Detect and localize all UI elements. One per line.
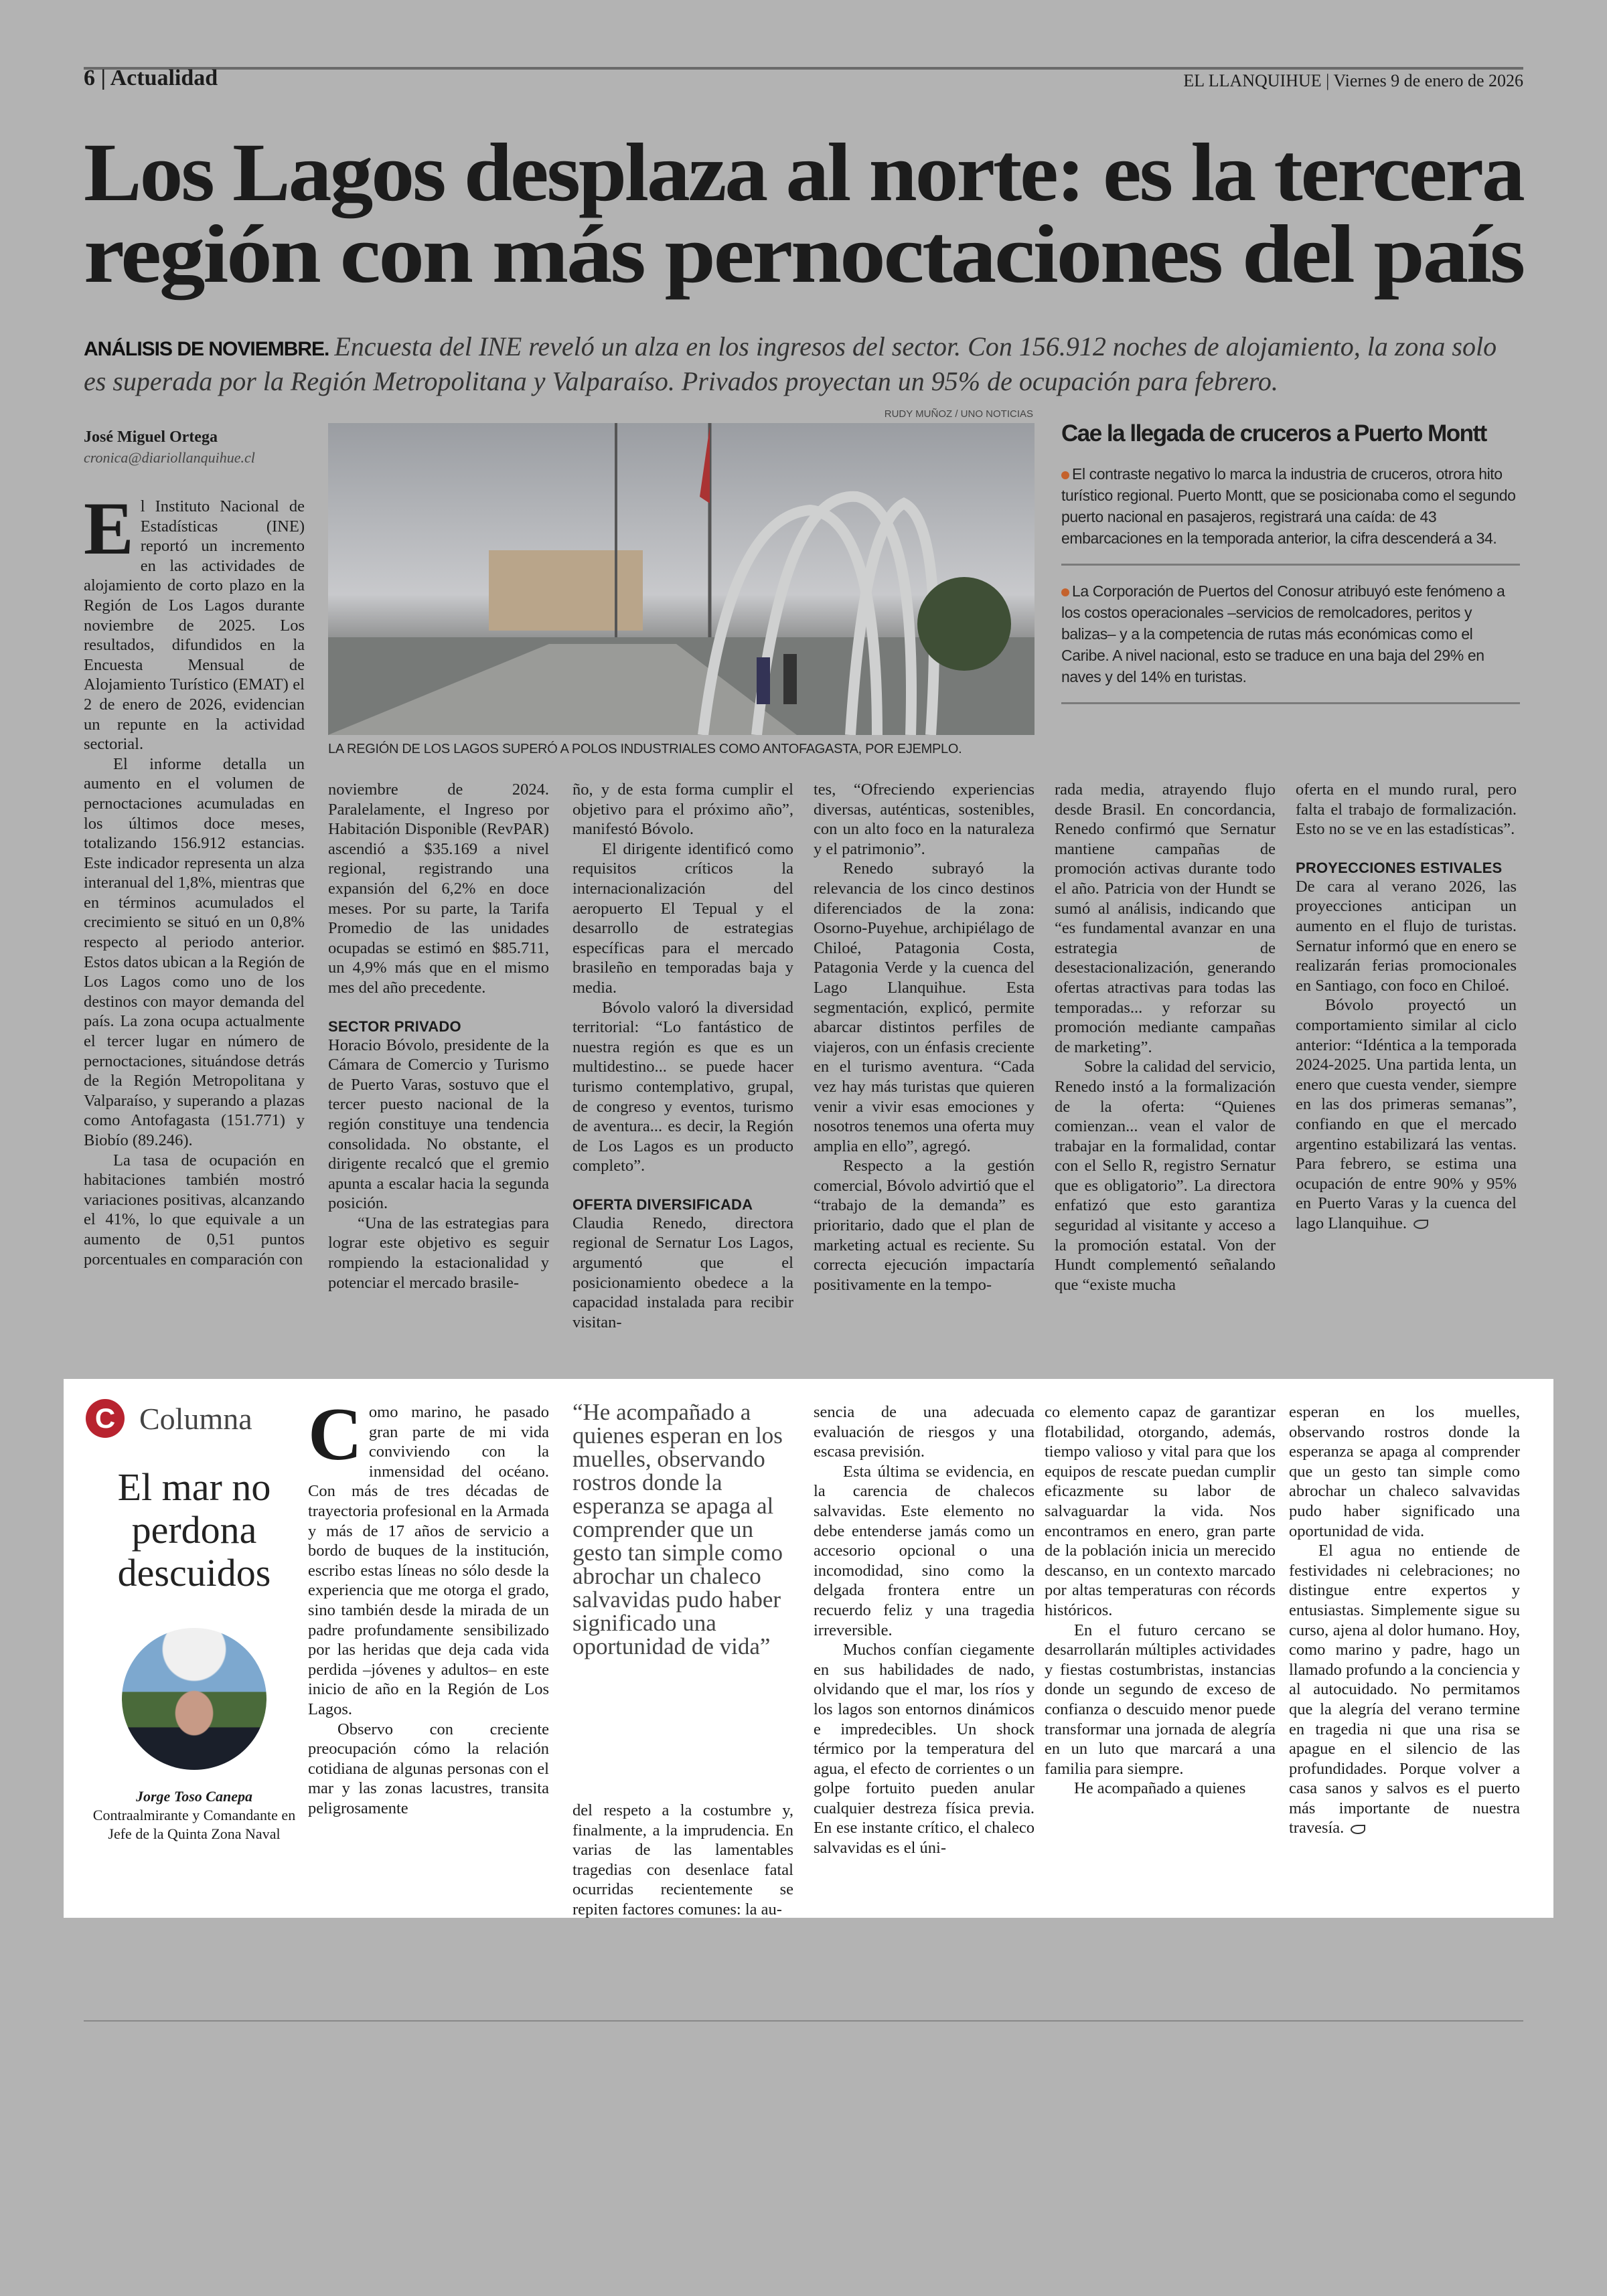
photo-credit: RUDY MUÑOZ / UNO NOTICIAS xyxy=(884,408,1033,420)
text-column xyxy=(308,1393,549,1818)
paragraph-text: Respecto a la gestión comercial, Bóvolo advirtió que el “trabajo de la demanda” es prioritario, dado que el plan de marketing actual es reciente. Su correcta ejecución impactaría positivamente en la tempo- xyxy=(814,1157,1035,1294)
paragraph-text: del respeto a la costumbre y, finalmente, a la imprudencia. En varias de las lamentables tragedias con desenlace fatal ocurridas recientemente se repiten factores comunes: la au- xyxy=(572,1801,793,1918)
author-avatar xyxy=(122,1628,266,1770)
paragraph-text: En el futuro cercano se desarrollarán múltiples actividades y fiestas costumbristas, instancias donde un segundo de exceso de confianza o descuido menor puede transformar una jornada de alegría en un luto que marcará a una familia para siempre. xyxy=(1045,1621,1276,1778)
drop-cap: E xyxy=(84,487,134,570)
paragraph-text: l Instituto Nacional de Estadísticas (INE) reportó un incremento en las actividades de alojamiento de corto plazo en la Región de Los Lagos durante noviembre de 2025. Los resultados, difundidos en la Encuesta Mensual de Alojamiento Turístico (EMAT) el 2 de enero de 2026, evidencian un repunte en la actividad sectorial. xyxy=(84,497,305,754)
paragraph-text: El agua no entiende de festividades ni celebraciones; no distingue entre expertos y entusiastas. Simplemente sigue su curso, ajena al dolor humano. Hoy, como marino y padre, hago un llamado profundo a la conciencia y al autocuidado. No permitamos que la alegría del verano termine en tragedia ni que una risa se apague en el silencio de las profundidades. Porque volver a casa sanos y salvos es el puerto más importante de nuestra travesía. xyxy=(1289,1542,1520,1837)
paragraph-text: oferta en el mundo rural, pero falta el trabajo de formalización. Esto no se ve en las estadísticas”. xyxy=(1296,781,1517,839)
section-heading: OFERTA DIVERSIFICADA xyxy=(572,1196,753,1213)
paragraph-text: He acompañado a quienes xyxy=(1074,1779,1246,1798)
headline-line-2: región con más pernoctaciones del país xyxy=(84,208,1523,300)
column-header xyxy=(86,1399,252,1438)
paragraph xyxy=(1055,780,1276,1057)
sidebar-item xyxy=(1061,578,1520,704)
sidebar-item-text: La Corporación de Puertos del Conosur atribuyó este fenómeno a los costos operacionales –servicios de remolcadores, peritos y balizas– y a la competencia de rutas más económicas como el Caribe. A nivel nacional, esto se traduce en una baja del 29% en naves y del 14% en turistas. xyxy=(1061,582,1505,685)
paragraph xyxy=(84,754,305,1151)
paragraph-text: El dirigente identificó como requisitos críticos la internacionalización del aeropuerto El Tepual y el desarrollo de estrategias específicas para el mercado brasileño en temporadas baja y media. xyxy=(572,839,793,997)
author-name: José Miguel Ortega xyxy=(84,428,218,446)
bullet-icon xyxy=(1061,588,1069,596)
paragraph-text: Sobre la calidad del servicio, Renedo instó a la formalización de la oferta: “Quienes comienzan... vean el valor de trabajar en la formalidad, contar con el Sello R, registro Sernatur que es obligatorio”. La directora enfatizó que esto garantiza seguridad al visitante y acceso a la promoción estatal. Von der Hundt complementó señalando que “existe mucha xyxy=(1055,1058,1276,1294)
paragraph xyxy=(1055,1057,1276,1295)
paragraph xyxy=(814,1640,1035,1858)
paragraph-text: esperan en los muelles, observando rostros donde la esperanza se apaga al comprender que un gesto tan simple como abrochar un chaleco salvavidas pudo haber significado una oportunidad de vida. xyxy=(1289,1403,1520,1540)
text-column xyxy=(572,780,793,1332)
paragraph xyxy=(308,1393,549,1720)
paragraph xyxy=(1289,1402,1520,1541)
column-author-name: Jorge Toso Canepa xyxy=(136,1788,252,1805)
paragraph xyxy=(814,1462,1035,1640)
paragraph-text: tes, “Ofreciendo experiencias diversas, auténticas, sostenibles, con un alto foco en la naturaleza y el patrimonio”. xyxy=(814,781,1035,858)
paragraph-text: De cara al verano 2026, las proyecciones anticipan un aumento en el flujo de turistas. Sernatur informó que en enero se realizarán ferias promocionales en Santiago, con foco en Chiloé. xyxy=(1296,877,1517,995)
paragraph xyxy=(1296,995,1517,1233)
drop-cap: C xyxy=(308,1393,362,1476)
column-label: Columna xyxy=(139,1401,252,1436)
paragraph xyxy=(328,780,549,998)
paragraph xyxy=(84,487,305,754)
bullet-icon xyxy=(1061,471,1069,479)
paragraph-text: Claudia Renedo, directora regional de Sernatur Los Lagos, argumentó que el posicionamiento obedece a la capacidad instalada para recibir visitan- xyxy=(572,1214,793,1331)
paragraph-text: Bóvolo valoró la diversidad territorial: “Lo fantástico de nuestra región es que es un multidestino... se puede hacer turismo contemplativo, grupal, de congreso y eventos, turismo de aventura... es decir, la Región de Los Lagos es un producto completo”. xyxy=(572,998,793,1175)
section-heading: PROYECCIONES ESTIVALES xyxy=(1296,859,1503,876)
paragraph xyxy=(1296,877,1517,996)
text-column xyxy=(814,780,1035,1295)
sidebar-item-text: El contraste negativo lo marca la industria de cruceros, otrora hito turístico regional. Puerto Montt, que se posicionaba como el segundo puerto nacional en pasajeros, registrará una caída: de 43 embarcaciones en la temporada anterior, la cifra descenderá a 34. xyxy=(1061,465,1516,547)
paragraph xyxy=(572,839,793,998)
paragraph-text: ño, y de esta forma cumplir el objetivo para el próximo año”, manifestó Bóvolo. xyxy=(572,781,793,839)
bottom-rule xyxy=(84,2020,1523,2022)
paragraph xyxy=(572,780,793,839)
paragraph-text: Esta última se evidencia, en la carencia de chalecos salvavidas. Este elemento no debe entenderse jamás como un accesorio opcional o una incomodidad, sino como la delgada frontera entre un recuerdo feliz y una tragedia irreversible. xyxy=(814,1462,1035,1639)
column-badge-icon: C xyxy=(86,1399,125,1438)
paragraph xyxy=(328,1214,549,1293)
paragraph-text: co elemento capaz de garantizar flotabilidad, otorgando, además, tiempo valioso y vital para que los equipos de rescate puedan cumplir eficazmente su labor de salvaguardar la vida. Nos encontramos en enero, gran parte de la población inicia un merecido descanso, en un contexto marcado por altas temperaturas con récords históricos. xyxy=(1045,1403,1276,1619)
paper-date: EL LLANQUIHUE | Viernes 9 de enero de 2026 xyxy=(1183,71,1523,90)
subheadline xyxy=(84,329,1523,399)
top-rule xyxy=(84,67,1523,70)
author-email[interactable]: cronica@diariollanquihue.cl xyxy=(84,449,255,466)
paragraph xyxy=(84,1151,305,1270)
subhead-text: Encuesta del INE reveló un alza en los ingresos del sector. Con 156.912 noches de alojamiento, la zona solo es superada por la Región Metropolitana y Valparaíso. Privados proyectan un 95% de ocupación para febrero. xyxy=(84,331,1497,396)
paragraph xyxy=(814,859,1035,1156)
article-photo xyxy=(328,423,1035,735)
paragraph-text: omo marino, he pasado gran parte de mi vida conviviendo con la inmensidad del océano. Con más de tres décadas de trayectoria profesional en la Armada y más de 17 años de servicio a bordo de buques de la institución, escribo estas líneas no sólo desde la experiencia que me otorga el grado, sino también desde la mirada de un padre profundamente sensibilizado por las heridas que deja cada vida perdida –jóvenes y adultos– en este inicio de año en la Región de Los Lagos. xyxy=(308,1403,549,1718)
paragraph-text: “Una de las estrategias para lograr este objetivo es seguir rompiendo la estacionalidad y potenciar el mercado brasile- xyxy=(328,1214,549,1292)
text-column xyxy=(1045,1402,1276,1799)
paragraph-text: Bóvolo proyectó un comportamiento similar al ciclo anterior: “Idéntica a la temporada 2024-2025. Una partida lenta, un enero que cuesta vender, siempre en las dos primeras semanas”, confiando en que el mercado argentino estabilizará las ventas. Para febrero, se estima una ocupación de entre 90% y 95% en Puerto Varas y la cuenca del lago Llanquihue. xyxy=(1296,996,1517,1232)
text-column xyxy=(328,780,549,1293)
text-column xyxy=(814,1402,1035,1858)
paragraph-text: rada media, atrayendo flujo desde Brasil. En concordancia, Renedo confirmó que Sernatur mantiene campañas de promoción activas durante todo el año. Patricia von der Hundt se sumó al análisis, indicando que “es fundamental avanzar en una estrategia de desestacionalización, generando ofertas atractivas para todas las temporadas... y reforzar su promoción mediante campañas de marketing”. xyxy=(1055,781,1276,1056)
paragraph xyxy=(1045,1402,1276,1621)
paragraph-text: Muchos confían ciegamente en sus habilidades de nado, olvidando que el mar, los ríos y los lagos son entornos dinámicos e impredecibles. Un shock térmico por la temperatura del agua, el efecto de corrientes o un golpe fortuito pueden anular cualquier destreza física previa. En ese instante crítico, el chaleco salvavidas es el úni- xyxy=(814,1641,1035,1858)
text-column xyxy=(1296,780,1517,1233)
paragraph-text: Renedo subrayó la relevancia de los cinco destinos diferenciados de la zona: Osorno-Puyehue, archipiélago de Chiloé, Patagonia Costa, Patagonia Verde y la cuenca del Lago Llanquihue. Esta segmentación, explicó, permite abarcar distintos perfiles de viajeros, con un énfasis creciente en el turismo aventura. “Cada vez hay más turistas que quieren venir a vivir esas emociones y nosotros tenemos una oferta muy amplia en ello”, agregó. xyxy=(814,859,1035,1155)
paragraph xyxy=(572,1801,793,1920)
section-heading: SECTOR PRIVADO xyxy=(328,1017,461,1035)
text-column xyxy=(1289,1402,1520,1838)
text-column xyxy=(572,1801,793,1920)
paragraph-text: sencia de una adecuada evaluación de riesgos y una escasa previsión. xyxy=(814,1403,1035,1461)
paragraph xyxy=(1289,1541,1520,1838)
text-column xyxy=(1055,780,1276,1295)
sidebar-title: Cae la llegada de cruceros a Puerto Montt xyxy=(1061,420,1486,446)
photo-caption: LA REGIÓN DE LOS LAGOS SUPERÓ A POLOS INDUSTRIALES COMO ANTOFAGASTA, POR EJEMPLO. xyxy=(328,742,962,756)
photo-scene xyxy=(328,423,1035,735)
pull-quote: “He acompañado a quienes esperan en los muelles, observando rostros donde la esperanza se apaga al comprender que un gesto tan simple como abrochar un chaleco salvavidas pudo haber significado una oportunidad de vida” xyxy=(572,1399,783,1659)
text-column xyxy=(84,487,305,1269)
sidebar-cruceros xyxy=(1061,420,1520,716)
paragraph xyxy=(1045,1779,1276,1799)
column-author xyxy=(80,1787,308,1843)
subhead-kicker: ANÁLISIS DE NOVIEMBRE. xyxy=(84,338,329,360)
paragraph xyxy=(308,1720,549,1819)
paragraph-text: La tasa de ocupación en habitaciones también mostró variaciones positivas, alcanzando el 41%, lo que equivale a un aumento de 0,51 puntos porcentuales en comparación con xyxy=(84,1151,305,1268)
paragraph-text: Horacio Bóvolo, presidente de la Cámara de Comercio y Turismo de Puerto Varas, sostuvo que el tercer puesto nacional de la región constituye una tendencia consolidada. No obstante, el dirigente recalcó que el gremio apunta a escalar hacia la segunda posición. xyxy=(328,1036,549,1213)
byline xyxy=(84,428,305,467)
sidebar-item xyxy=(1061,461,1520,566)
column-title: El mar no perdona descuidos xyxy=(117,1465,271,1594)
paragraph xyxy=(1045,1621,1276,1779)
paragraph xyxy=(814,780,1035,859)
paragraph xyxy=(572,1214,793,1333)
end-mark-icon xyxy=(1351,1825,1365,1834)
section-label: 6 | Actualidad xyxy=(84,66,218,90)
paragraph-text: noviembre de 2024. Paralelamente, el Ingreso por Habitación Disponible (RevPAR) ascendió a $35.169 a nivel regional, registrando una expansión del 6,2% en doce meses. Por su parte, la Tarifa Promedio de las unidades ocupadas se estimó en $85.711, un 4,9% más que en el mismo mes del año precedente. xyxy=(328,781,549,997)
paragraph-text: El informe detalla un aumento en el volumen de pernoctaciones acumuladas en los últimos doce meses, totalizando 156.912 estancias. Este indicador representa un alza interanual del 1,8%, mientras que en términos acumulados el crecimiento se situó en un 0,8% respecto al periodo anterior. Estos datos ubican a la Región de Los Lagos como uno de los destinos con mayor demanda del país. La zona ocupa actualmente el tercer lugar en número de pernoctaciones, situándose detrás de la Región Metropolitana y Valparaíso, y superando a plazas como Antofagasta (151.771) y Biobío (89.246). xyxy=(84,754,305,1149)
end-mark-icon xyxy=(1413,1220,1428,1229)
paragraph-text: Observo con creciente preocupación cómo la relación cotidiana de algunas personas con el mar y las zonas lacustres, transita peligrosamente xyxy=(308,1720,549,1817)
paragraph xyxy=(572,998,793,1176)
column-author-role: Contraalmirante y Comandante en Jefe de la Quinta Zona Naval xyxy=(92,1807,296,1842)
paragraph xyxy=(1296,780,1517,839)
headline-line-1: Los Lagos desplaza al norte: es la tercera xyxy=(84,127,1523,218)
paragraph xyxy=(814,1402,1035,1462)
paragraph xyxy=(328,1036,549,1214)
paragraph xyxy=(814,1156,1035,1295)
